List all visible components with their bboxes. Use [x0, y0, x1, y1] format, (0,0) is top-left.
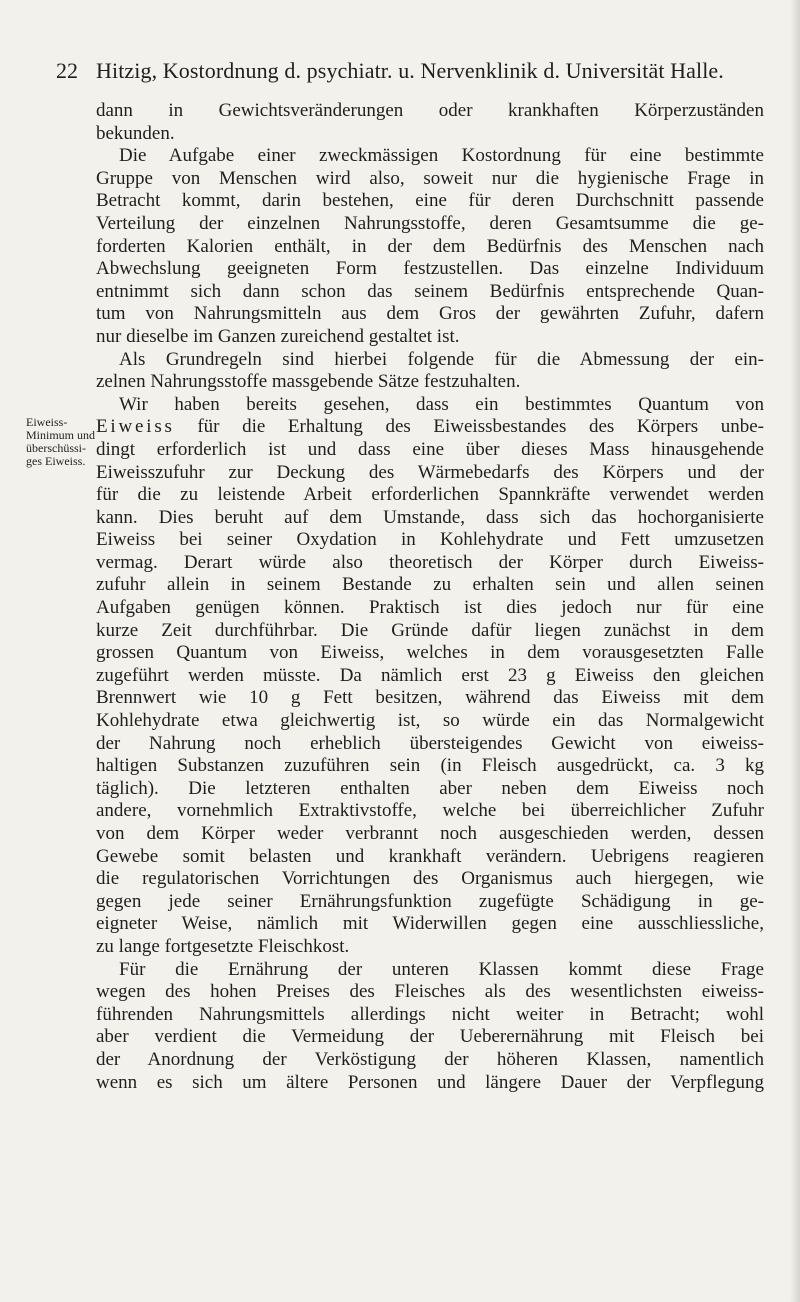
text-line: zelnen Nahrungsstoffe massgebende Sätze festzuhalten. — [96, 371, 521, 393]
text-line: aber verdient die Vermeidung der Ueberernährung mit Fleisch bei — [96, 1026, 764, 1048]
text-line: entnimmt sich dann schon das seinem Bedürfnis entsprechende Quan- — [96, 280, 764, 302]
text-line: forderten Kalorien enthält, in der dem Bedürfnis des Menschen nach — [96, 235, 764, 257]
running-head: Hitzig, Kostordnung d. psychiatr. u. Nervenklinik d. Universität Halle. — [96, 58, 724, 83]
margin-note — [26, 416, 94, 468]
text-line: Eiweisszufuhr zur Deckung des Wärmebedarfs des Körpers und der — [96, 461, 764, 483]
text-line: haltigen Substanzen zuzuführen sein (in Fleisch ausgedrückt, ca. 3 kg — [96, 755, 764, 777]
text-line: kurze Zeit durchführbar. Die Gründe dafür liegen zunächst in dem — [96, 619, 764, 641]
text-line: Als Grundregeln sind hierbei folgende für die Abmessung der ein- — [119, 348, 764, 370]
text-line: dingt erforderlich ist und dass eine über dieses Mass hinausgehende — [96, 438, 764, 460]
text-line: Die Aufgabe einer zweckmässigen Kostordnung für eine bestimmte — [119, 145, 764, 167]
text-line: wenn es sich um ältere Personen und längere Dauer der Verpflegung — [96, 1071, 764, 1093]
text-line: Für die Ernährung der unteren Klassen kommt diese Frage — [119, 958, 764, 980]
margin-note-line: ges Eiweiss. — [26, 454, 86, 468]
text-line: Betracht kommt, darin bestehen, eine für deren Durchschnitt passende — [96, 190, 764, 212]
text-line: dann in Gewichtsveränderungen oder krankhaften Körperzuständen — [96, 100, 764, 121]
text-line: Brennwert wie 10 g Fett besitzen, während das Eiweiss mit dem — [96, 687, 764, 709]
text-line: Kohlehydrate etwa gleichwertig ist, so würde ein das Normalgewicht — [96, 710, 764, 732]
page-header — [56, 56, 756, 86]
body-text — [96, 100, 764, 1094]
text-line: Aufgaben genügen können. Praktisch ist dies jedoch nur für eine — [96, 597, 764, 619]
text-line: für die zu leistende Arbeit erforderlichen Spannkräfte verwendet werden — [96, 484, 764, 506]
text-line: nur dieselbe im Ganzen zureichend gestaltet ist. — [96, 325, 460, 347]
line-remainder: für die Erhaltung des Eiweissbestandes des Körpers unbe- — [174, 416, 764, 438]
text-line: tum von Nahrungsmitteln aus dem Gros der gewährten Zufuhr, dafern — [96, 303, 764, 325]
text-line: zugeführt werden müsste. Da nämlich erst 23 g Eiweiss den gleichen — [96, 664, 764, 686]
page-edge-shadow — [790, 0, 800, 1302]
text-line: täglich). Die letzteren enthalten aber neben dem Eiweiss noch — [96, 777, 764, 799]
text-line: Eiweiss bei seiner Oxydation in Kohlehydrate und Fett umzusetzen — [96, 529, 764, 551]
text-line: führenden Nahrungsmittels allerdings nicht weiter in Betracht; wohl — [96, 1003, 764, 1025]
text-line: Verteilung der einzelnen Nahrungsstoffe, deren Gesamtsumme die ge- — [96, 212, 764, 234]
text-line: von dem Körper weder verbrannt noch ausgeschieden werden, dessen — [96, 823, 764, 844]
text-line — [96, 416, 764, 439]
margin-note-line: Minimum und — [26, 428, 96, 442]
text-line: kann. Dies beruht auf dem Umstande, dass sich das hochorganisierte — [96, 506, 764, 528]
text-line: Gruppe von Menschen wird also, soweit nur die hygienische Frage in — [96, 167, 764, 189]
page-number: 22 — [56, 58, 78, 83]
text-line: Gewebe somit belasten und krankhaft verändern. Uebrigens reagieren — [96, 845, 764, 867]
text-line: andere, vornehmlich Extraktivstoffe, welche bei überreichlicher Zufuhr — [96, 800, 764, 822]
text-line: Abwechslung geeigneten Form festzustellen. Das einzelne Individuum — [96, 258, 764, 280]
text-line: zu lange fortgesetzte Fleischkost. — [96, 935, 350, 957]
text-line: zufuhr allein in seinem Bestande zu erhalten sein und allen seinen — [96, 574, 764, 596]
text-line: grossen Quantum von Eiweiss, welches in dem vorausgesetzten Falle — [96, 642, 764, 664]
emphasized-word: Eiweiss — [96, 416, 175, 438]
text-line: gegen jede seiner Ernährungsfunktion zugefügte Schädigung in ge- — [96, 890, 764, 912]
text-line: der Anordnung der Verköstigung der höheren Klassen, namentlich — [96, 1048, 764, 1070]
text-line: wegen des hohen Preises des Fleisches als des wesentlichsten eiweiss- — [96, 981, 764, 1003]
text-line: die regulatorischen Vorrichtungen des Organismus auch hiergegen, wie — [96, 868, 764, 890]
text-line: Wir haben bereits gesehen, dass ein bestimmtes Quantum von — [119, 393, 764, 415]
text-line: eigneter Weise, nämlich mit Widerwillen gegen eine ausschliessliche, — [96, 913, 764, 935]
margin-note-line: überschüssi- — [26, 441, 86, 455]
text-line: vermag. Derart würde also theoretisch der Körper durch Eiweiss- — [96, 551, 764, 573]
text-line: bekunden. — [96, 122, 175, 144]
text-line: der Nahrung noch erheblich übersteigendes Gewicht von eiweiss- — [96, 732, 764, 754]
margin-note-line: Eiweiss- — [26, 415, 68, 429]
